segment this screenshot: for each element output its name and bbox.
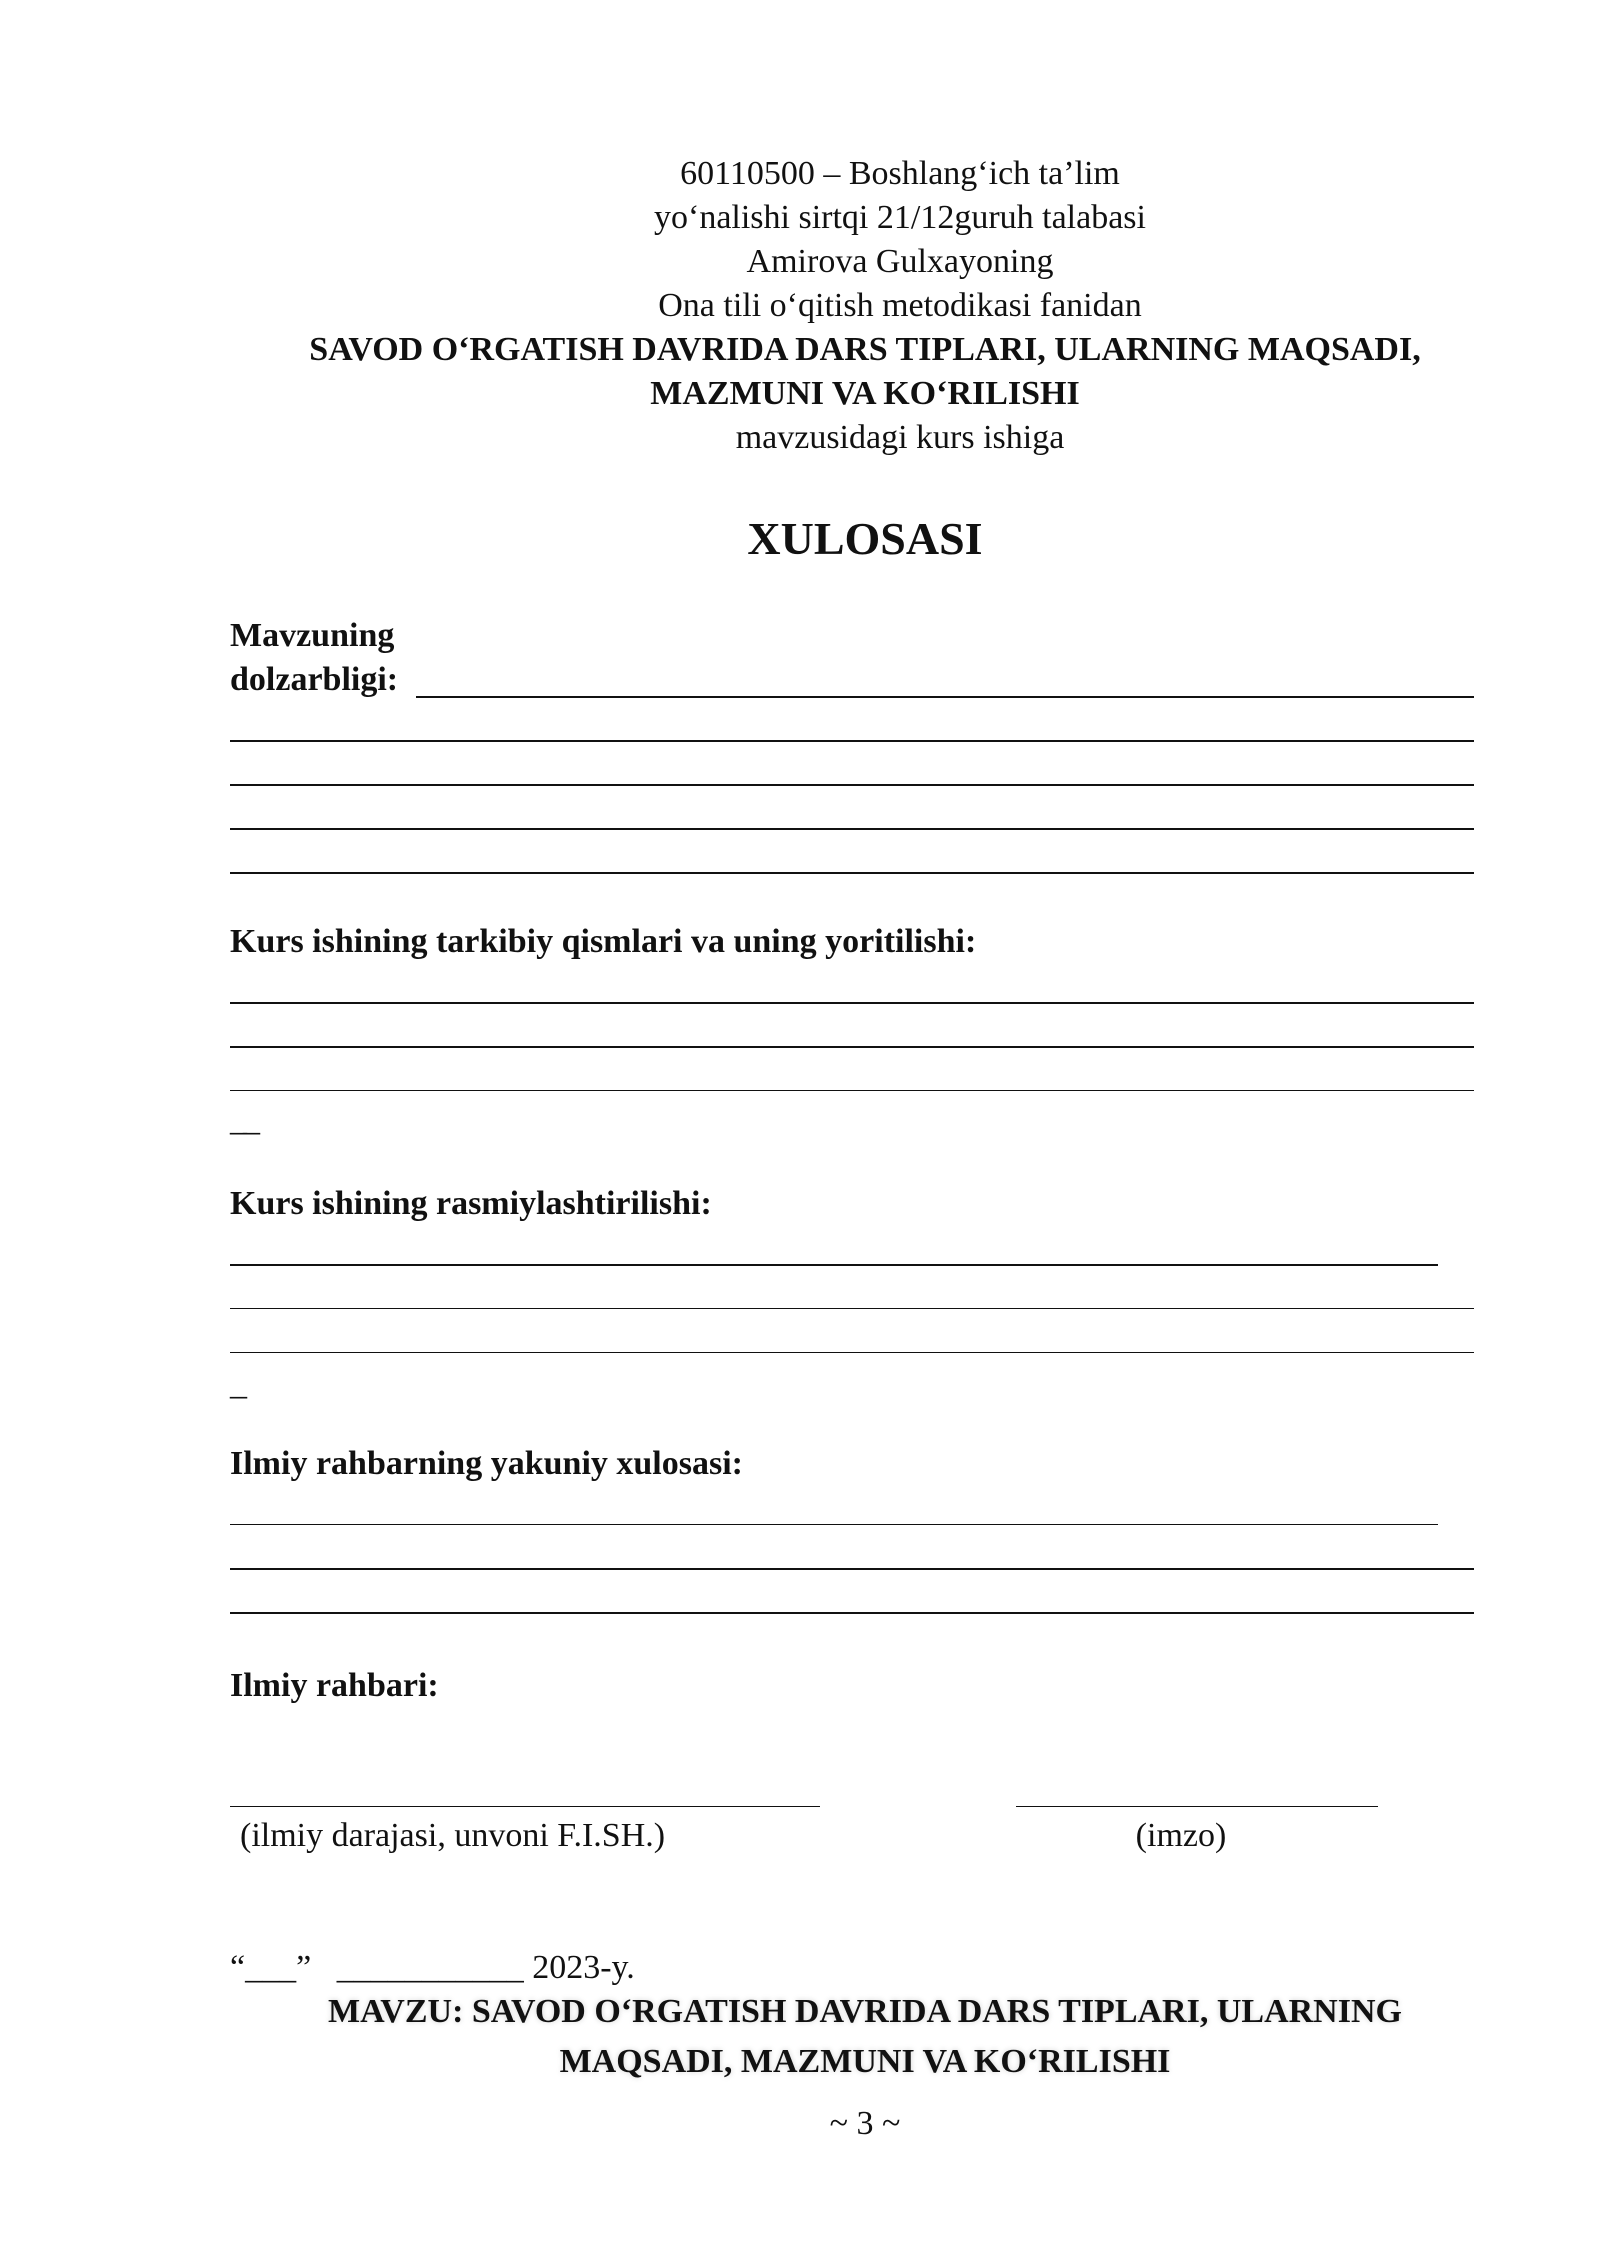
relevance-answer-line-2[interactable] (230, 740, 1474, 742)
supervisor-signature-line[interactable] (1016, 1806, 1378, 1807)
formatting-answer-line-3[interactable] (230, 1352, 1474, 1353)
date-close-quote: ” (296, 1949, 312, 1986)
header-topic-line-1: SAVOD O‘RGATISH DAVRIDA DARS TIPLARI, ULARNING MAQSADI, (309, 331, 1421, 368)
date-year: 2023-y. (532, 1949, 635, 1986)
supervisor-name-line[interactable] (230, 1806, 820, 1807)
header-line-student: Amirova Gulxayoning (746, 243, 1054, 280)
relevance-answer-line-3[interactable] (230, 784, 1474, 786)
formatting-answer-tail: _ (230, 1365, 247, 1402)
supervisor-conclusion-label: Ilmiy rahbarning yakuniy xulosasi: (230, 1445, 743, 1482)
structure-answer-tail: __ (230, 1101, 256, 1138)
header-line-program: 60110500 – Boshlang‘ich ta’lim (680, 155, 1120, 192)
relevance-answer-line-1[interactable] (416, 696, 1474, 698)
header-line-subject: Ona tili o‘qitish metodikasi fanidan (658, 287, 1142, 324)
relevance-answer-line-4[interactable] (230, 828, 1474, 830)
header-line-coursework: mavzusidagi kurs ishiga (735, 419, 1065, 456)
supervisor-name-caption: (ilmiy darajasi, unvoni F.I.SH.) (240, 1817, 666, 1854)
footer-topic-line-2: MAQSADI, MAZMUNI VA KO‘RILISHI (559, 2043, 1171, 2080)
page-number: ~ 3 ~ (829, 2105, 901, 2142)
date-month-blank[interactable]: ___________ (336, 1949, 524, 1986)
supervisor-conclusion-line-1[interactable] (230, 1524, 1438, 1525)
date-day-blank[interactable]: ___ (245, 1949, 297, 1986)
relevance-answer-line-5[interactable] (230, 872, 1474, 874)
relevance-label-line-2: dolzarbligi: (230, 661, 399, 698)
footer-topic-line-1: MAVZU: SAVOD O‘RGATISH DAVRIDA DARS TIPLARI, ULARNING (328, 1993, 1402, 2030)
header-line-group: yo‘nalishi sirtqi 21/12guruh talabasi (654, 199, 1146, 236)
structure-answer-line-3[interactable] (230, 1090, 1474, 1091)
structure-answer-line-2[interactable] (230, 1046, 1474, 1048)
formatting-answer-line-2[interactable] (230, 1308, 1474, 1309)
supervisor-conclusion-line-3[interactable] (230, 1612, 1474, 1614)
formatting-label: Kurs ishining rasmiylashtirilishi: (230, 1185, 712, 1222)
formatting-answer-line-1[interactable] (230, 1264, 1438, 1266)
supervisor-conclusion-line-2[interactable] (230, 1568, 1474, 1570)
date-line (230, 1946, 635, 1990)
relevance-label-line-1: Mavzuning (230, 617, 395, 654)
structure-answer-line-1[interactable] (230, 1002, 1474, 1004)
page-title: XULOSASI (747, 513, 983, 564)
supervisor-signature-caption: (imzo) (1135, 1817, 1227, 1854)
date-open-quote: “ (230, 1949, 246, 1986)
structure-label: Kurs ishining tarkibiy qismlari va uning yoritilishi: (230, 923, 977, 960)
header-topic-line-2: MAZMUNI VA KO‘RILISHI (650, 375, 1080, 412)
supervisor-label: Ilmiy rahbari: (230, 1667, 439, 1704)
